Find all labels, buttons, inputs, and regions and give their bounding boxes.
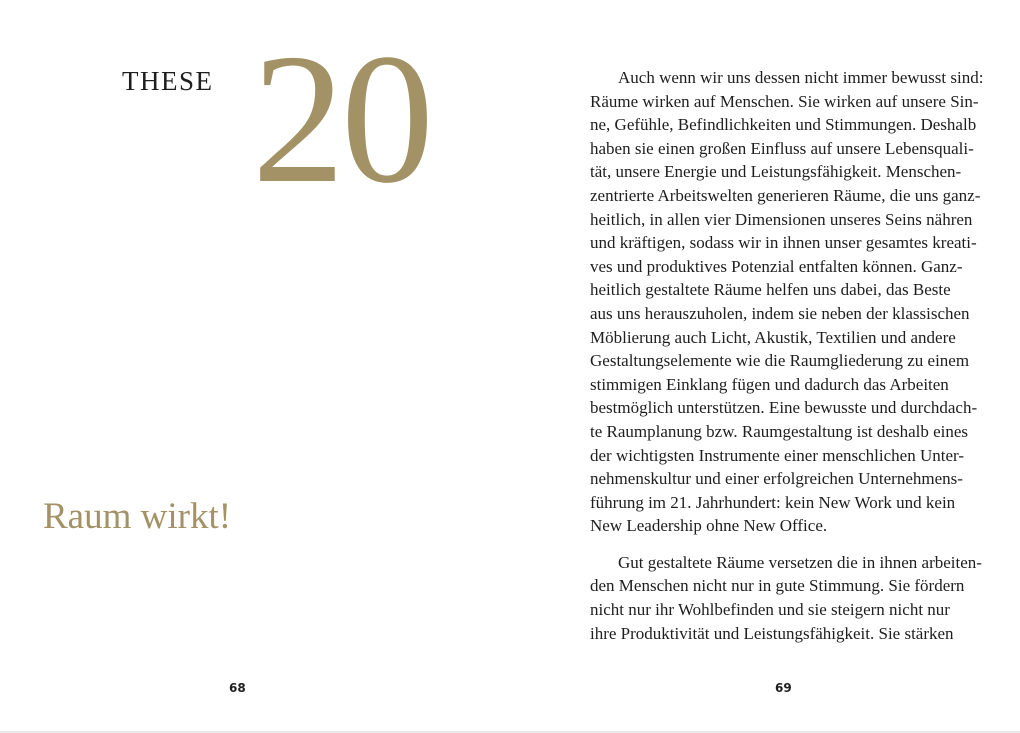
page-number-left: 68 <box>229 681 246 695</box>
text-line: Auch wenn wir uns dessen nicht immer bewusst sind: <box>618 68 984 87</box>
text-line: Möblierung auch Licht, Akustik, Textilien und andere <box>590 327 956 347</box>
text-line: te Raumplanung bzw. Raumgestaltung ist deshalb eines <box>590 421 969 441</box>
text-line: nehmenskultur und einer erfolgreichen Unternehmens- <box>590 469 963 489</box>
text-line: Gut gestaltete Räume versetzen die in ihnen arbeiten- <box>618 552 982 572</box>
text-line: heitlich gestaltete Räume helfen uns dabei, das Beste <box>590 280 951 300</box>
text-line: den Menschen nicht nur in gute Stimmung. Sie fördern <box>590 576 965 596</box>
thesis-label: THESE <box>122 66 214 96</box>
text-line: aus uns herauszuholen, indem sie neben der klassischen <box>590 303 970 323</box>
text-line: stimmigen Einklang fügen und dadurch das Arbeiten <box>590 374 949 394</box>
section-title: Raum wirkt! <box>43 496 232 537</box>
text-line: ves und produktives Potenzial entfalten können. Ganz- <box>590 256 963 276</box>
text-line: zentrierte Arbeitswelten generieren Räume, die uns ganz- <box>590 185 981 205</box>
text-line: Gestaltungselemente wie die Raumgliederung zu einem <box>590 351 970 371</box>
body-text <box>590 66 990 645</box>
page-number-right: 69 <box>775 681 792 695</box>
text-line: tät, unsere Energie und Leistungsfähigkeit. Menschen- <box>590 162 962 182</box>
thesis-number: 20 <box>252 16 430 222</box>
text-line: heitlich, in allen vier Dimensionen unseres Seins nähren <box>590 209 973 229</box>
paragraph <box>590 66 990 538</box>
right-page <box>510 0 1020 733</box>
text-line: haben sie einen großen Einfluss auf unsere Lebensquali- <box>590 138 974 158</box>
text-line: ihre Produktivität und Leistungsfähigkeit. Sie stärken <box>590 623 954 643</box>
paragraph <box>590 551 990 645</box>
text-line: nicht nur ihr Wohlbefinden und sie steigern nicht nur <box>590 600 950 620</box>
text-line: führung im 21. Jahrhundert: kein New Work und kein <box>590 492 956 512</box>
text-line: Räume wirken auf Menschen. Sie wirken auf unsere Sin- <box>590 91 979 111</box>
text-line: bestmöglich unterstützen. Eine bewusste und durchdach- <box>590 398 978 418</box>
text-line: ne, Gefühle, Befindlichkeiten und Stimmungen. Deshalb <box>590 115 977 135</box>
text-line: New Leadership ohne New Office. <box>590 516 828 536</box>
text-line: und kräftigen, sodass wir in ihnen unser gesamtes kreati- <box>590 233 977 253</box>
text-line: der wichtigsten Instrumente einer menschlichen Unter- <box>590 445 964 465</box>
